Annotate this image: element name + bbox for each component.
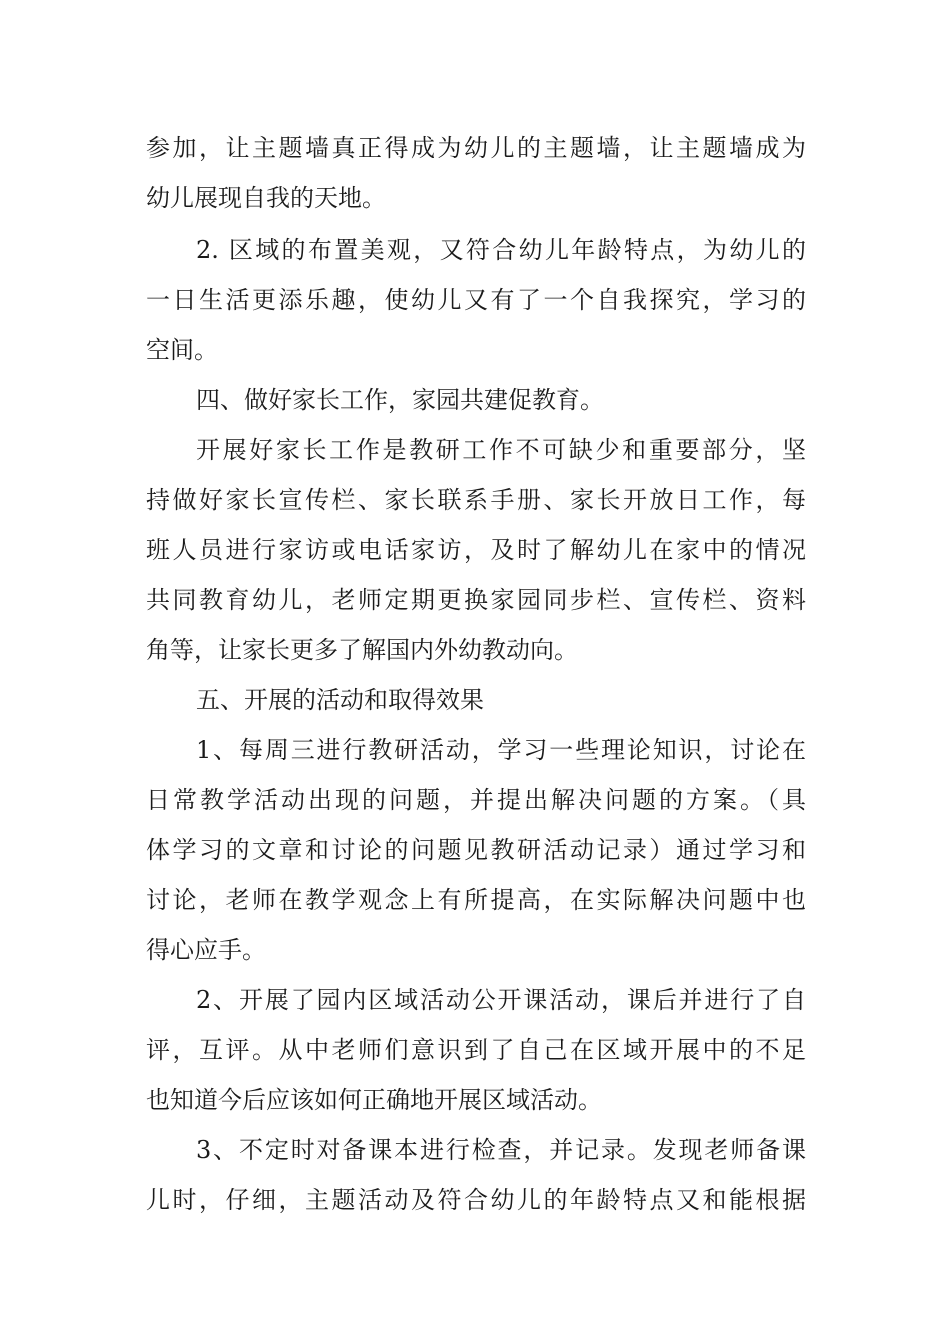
paragraph-line: 一日生活更添乐趣，使幼儿又有了一个自我探究，学习的 <box>146 286 806 314</box>
paragraph-line: 班人员进行家访或电话家访，及时了解幼儿在家中的情况 <box>146 536 806 564</box>
paragraph-line: 1、每周三进行教研活动，学习一些理论知识，讨论在 <box>196 736 806 764</box>
paragraph-line: 2. 区域的布置美观，又符合幼儿年龄特点，为幼儿的 <box>196 236 806 264</box>
paragraph-line: 也知道今后应该如何正确地开展区域活动。 <box>146 1086 602 1114</box>
paragraph-line: 共同教育幼儿，老师定期更换家园同步栏、宣传栏、资料 <box>146 586 806 614</box>
paragraph-line: 2、开展了园内区域活动公开课活动，课后并进行了自 <box>196 986 806 1014</box>
paragraph-line: 角等，让家长更多了解国内外幼教动向。 <box>146 636 578 664</box>
paragraph-line: 讨论，老师在教学观念上有所提高，在实际解决问题中也 <box>146 886 806 914</box>
paragraph-line: 儿时，仔细，主题活动及符合幼儿的年龄特点又和能根据 <box>146 1186 806 1214</box>
paragraph-line: 幼儿展现自我的天地。 <box>146 184 386 212</box>
paragraph-line: 得心应手。 <box>146 936 266 964</box>
paragraph-line: 参加，让主题墙真正得成为幼儿的主题墙，让主题墙成为 <box>146 134 806 162</box>
paragraph-line: 持做好家长宣传栏、家长联系手册、家长开放日工作，每 <box>146 486 806 514</box>
paragraph-line: 评，互评。从中老师们意识到了自己在区域开展中的不足 <box>146 1036 806 1064</box>
paragraph-line: 开展好家长工作是教研工作不可缺少和重要部分，坚 <box>196 436 806 464</box>
paragraph-line: 空间。 <box>146 336 218 364</box>
section-heading: 四、做好家长工作，家园共建促教育。 <box>196 386 604 414</box>
paragraph-line: 体学习的文章和讨论的问题见教研活动记录）通过学习和 <box>146 836 806 864</box>
paragraph-line: 日常教学活动出现的问题，并提出解决问题的方案。（具 <box>146 786 806 814</box>
paragraph-line: 3、不定时对备课本进行检查，并记录。发现老师备课 <box>196 1136 806 1164</box>
section-heading: 五、开展的活动和取得效果 <box>196 686 484 714</box>
